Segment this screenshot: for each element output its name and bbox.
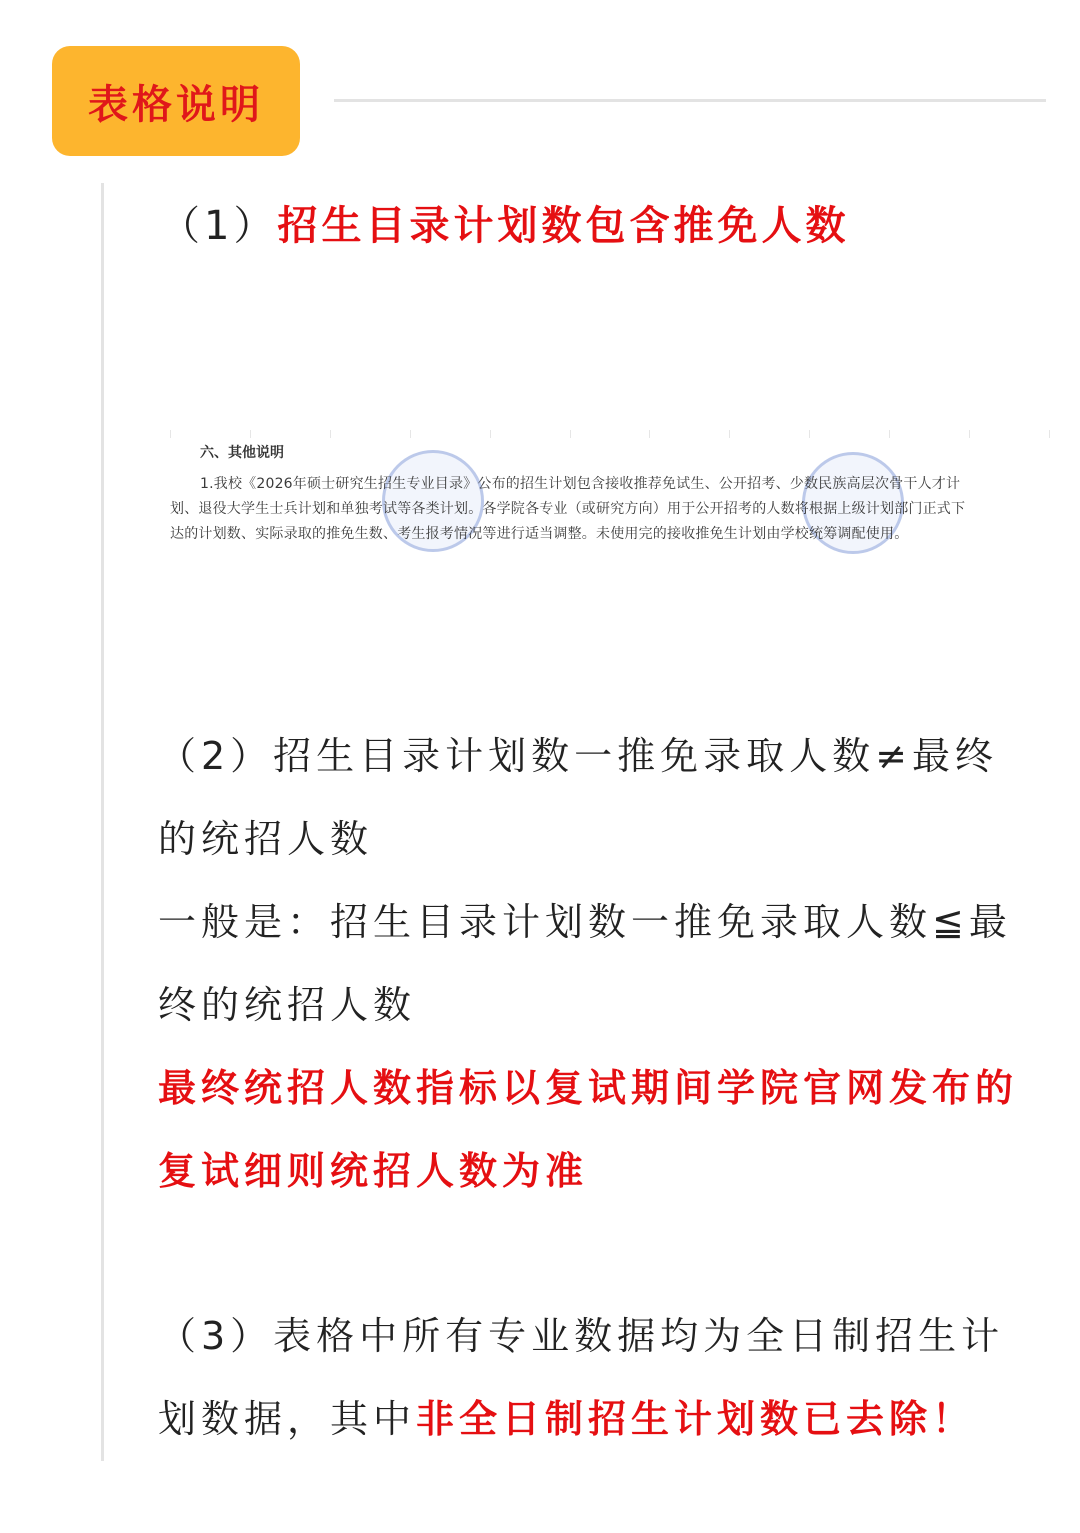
note-2-line: 一般是：招生目录计划数一推免录取人数≦最 <box>158 900 1012 944</box>
note-3-prefix: 划数据，其中 <box>158 1397 417 1441</box>
document-excerpt-image <box>170 430 1050 590</box>
excerpt-grid-marks <box>170 430 1050 438</box>
note-1-number: （1） <box>160 203 278 249</box>
excerpt-heading: 六、其他说明 <box>200 445 284 461</box>
excerpt-line: 划、退役大学生士兵计划和单独考试等各类计划。各学院各专业（或研究方向）用于公开招考的人数将根据上级计划部门正式下 <box>170 501 966 517</box>
note-3-line: （3）表格中所有专业数据均为全日制招生计 <box>158 1314 1005 1358</box>
excerpt-line: 1.我校《2026年硕士研究生招生专业目录》公布的招生计划包含接收推荐免试生、公开招考、少数民族高层次骨干人才计 <box>200 476 961 492</box>
note-2-line: 终的统招人数 <box>158 983 417 1027</box>
note-2-highlight: 最终统招人数指标以复试期间学院官网发布的 <box>158 1066 1019 1110</box>
header-divider <box>334 99 1046 102</box>
note-2-highlight: 复试细则统招人数为准 <box>158 1149 589 1193</box>
note-2-line: 的统招人数 <box>158 817 374 861</box>
note-2 <box>158 715 1048 1213</box>
note-1-highlight: 招生目录计划数包含推免人数 <box>277 203 850 249</box>
note-3-line-2 <box>158 1378 1048 1461</box>
note-3-highlight: 非全日制招生计划数已去除！ <box>416 1397 976 1441</box>
section-title: 表格说明 <box>88 81 264 128</box>
section-title-badge <box>52 46 300 156</box>
left-divider <box>101 183 104 1461</box>
note-3 <box>158 1295 1048 1461</box>
note-2-line: （2）招生目录计划数一推免录取人数≠最终 <box>158 734 999 778</box>
note-1 <box>160 196 849 256</box>
excerpt-line: 达的计划数、实际录取的推免生数、考生报考情况等进行适当调整。未使用完的接收推免生计划由学校统筹调配使用。 <box>170 526 909 542</box>
